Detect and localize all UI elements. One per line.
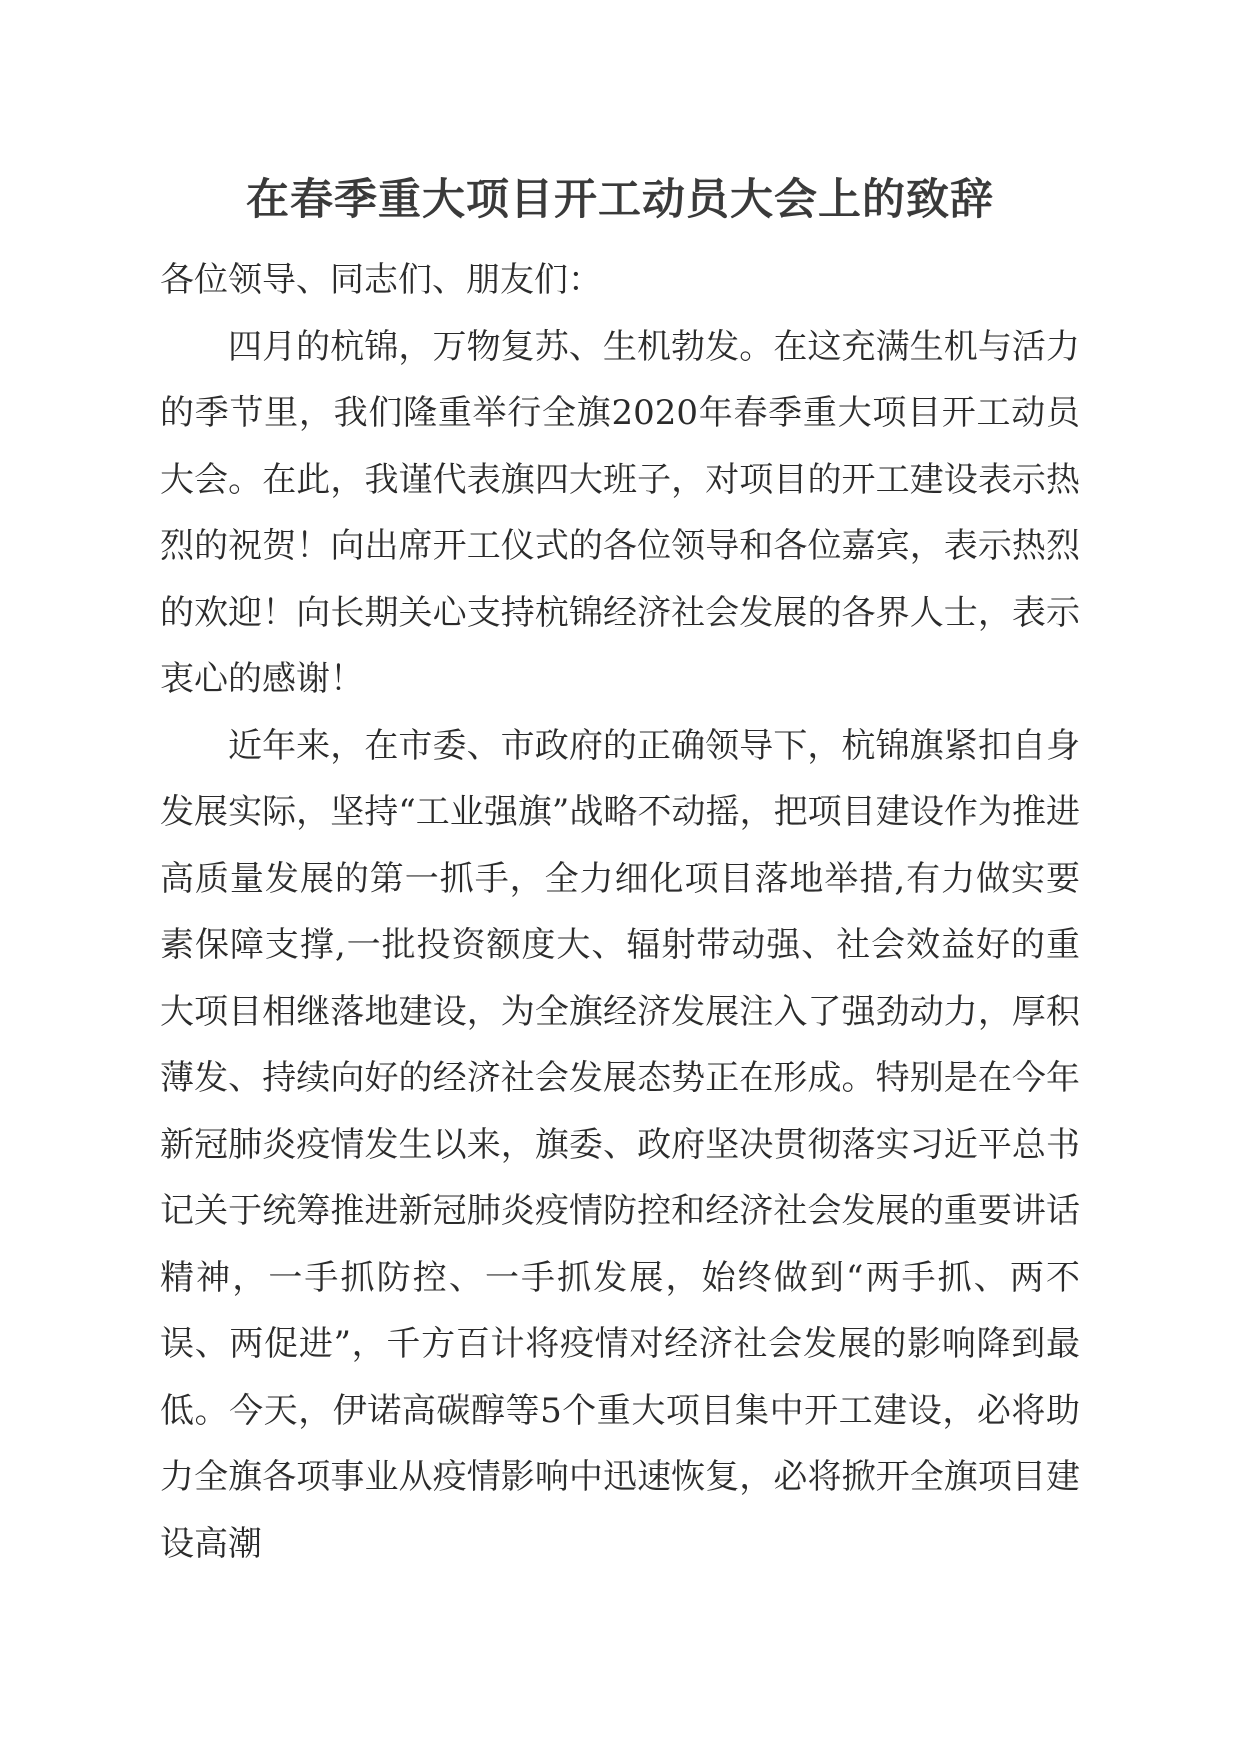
salutation: 各位领导、同志们、朋友们： [160, 260, 602, 300]
document-title: 在春季重大项目开工动员大会上的致辞 [246, 175, 994, 225]
paragraph-1: 四月的杭锦，万物复苏、生机勃发。在这充满生机与活力的季节里，我们隆重举行全旗2020年春季重大项目开工动员大会。在此，我谨代表旗四大班子，对项目的开工建设表示热烈的祝贺！向出席开工仪式的各位领导和各位嘉宾，表示热烈的欢迎！向长期关心支持杭锦经济社会发展的各界人士，表示衷心的感谢！ [160, 326, 1080, 699]
paragraph-2: 近年来，在市委、市政府的正确领导下，杭锦旗紧扣自身发展实际，坚持“工业强旗”战略不动摇，把项目建设作为推进高质量发展的第一抓手，全力细化项目落地举措,有力做实要素保障支撑,一批投资额度大、辐射带动强、社会效益好的重大项目相继落地建设，为全旗经济发展注入了强劲动力，厚积薄发、持续向好的经济社会发展态势正在形成。特别是在今年新冠肺炎疫情发生以来，旗委、政府坚决贯彻落实习近平总书记关于统筹推进新冠肺炎疫情防控和经济社会发展的重要讲话精神，一手抓防控、一手抓发展，始终做到“两手抓、两不误、两促进”，千方百计将疫情对经济社会发展的影响降到最低。今天，伊诺高碳醇等5个重大项目集中开工建设，必将助力全旗各项事业从疫情影响中迅速恢复，必将掀开全旗项目建设高潮 [160, 725, 1080, 1564]
document-body [160, 247, 1080, 1577]
